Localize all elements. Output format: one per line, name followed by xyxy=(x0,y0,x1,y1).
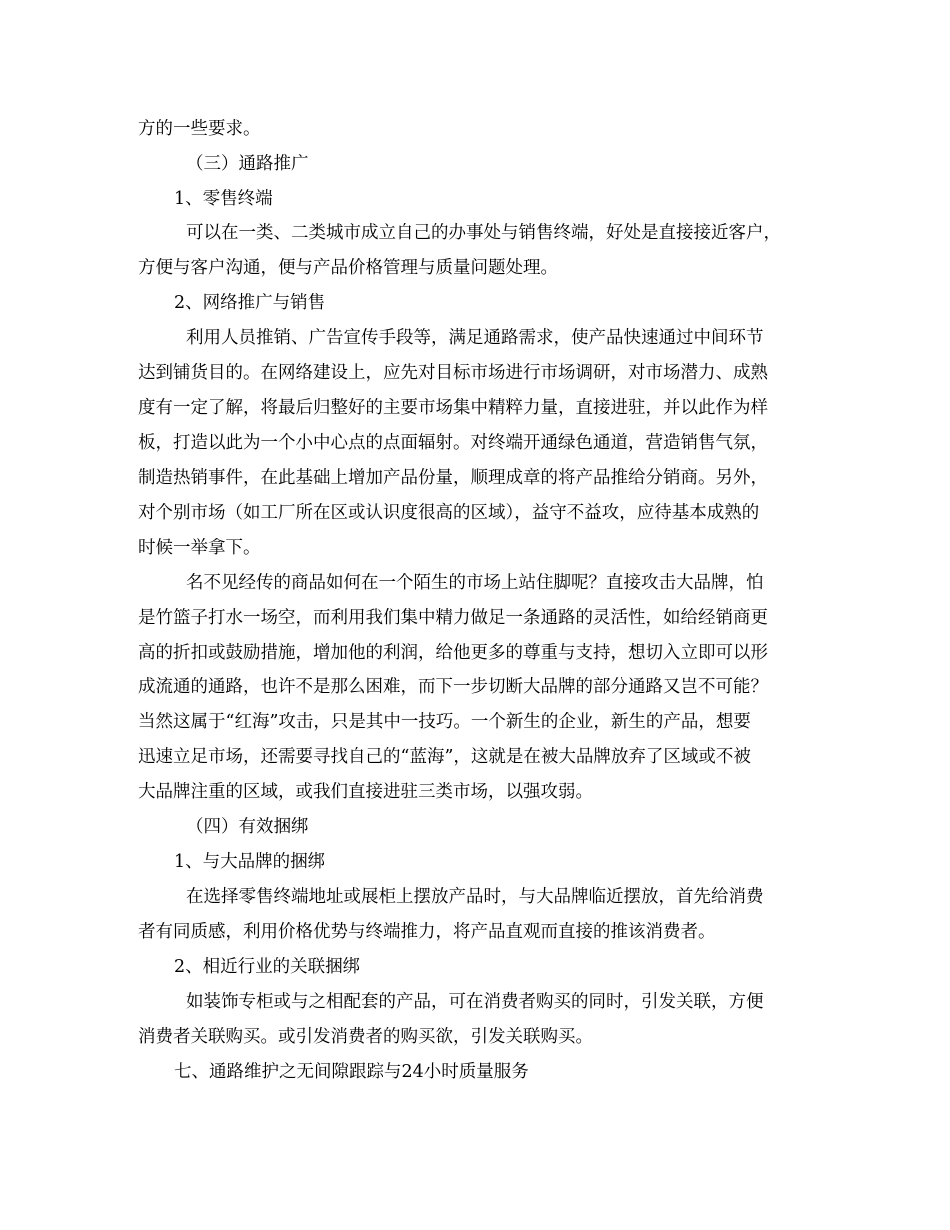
body-text-line: 对个别市场（如工厂所在区或认识度很高的区域），益守不益攻，应待基本成熟的 xyxy=(138,503,760,523)
body-text-line: 成流通的通路，也许不是那么困难，而下一步切断大品牌的部分通路又岂不可能？ xyxy=(138,677,768,697)
paragraph-first-line: 如装饰专柜或与之相配套的产品，可在消费者购买的同时，引发关联，方便 xyxy=(186,992,764,1012)
body-text-line: 度有一定了解，将最后归整好的主要市场集中精粹力量，直接进驻，并以此作为样 xyxy=(138,398,768,418)
body-text-line: 时候一举拿下。 xyxy=(138,538,261,558)
body-text-line: 当然这属于“红海”攻击，只是其中一技巧。一个新生的企业，新生的产品，想要 xyxy=(138,712,751,732)
body-text-line: 达到铺货目的。在网络建设上，应先对目标市场进行市场调研，对市场潜力、成熟 xyxy=(138,363,768,383)
section-heading: （三）通路推广 xyxy=(186,154,309,174)
subsection-heading: 2、相近行业的关联捆绑 xyxy=(174,957,361,977)
body-text-line: 是竹篮子打水一场空，而利用我们集中精力做足一条通路的灵活性，如给经销商更 xyxy=(138,608,768,628)
paragraph-first-line: 名不见经传的商品如何在一个陌生的市场上站住脚呢？直接攻击大品牌，怕 xyxy=(186,573,764,593)
chapter-heading: 七、通路维护之无间隙跟踪与24小时质量服务 xyxy=(174,1062,529,1082)
body-text-line: 消费者关联购买。或引发消费者的购买欲，引发关联购买。 xyxy=(138,1027,593,1047)
subsection-heading: 1、零售终端 xyxy=(174,189,273,209)
paragraph-first-line: 利用人员推销、广告宣传手段等，满足通路需求，使产品快速通过中间环节 xyxy=(186,328,764,348)
section-heading: （四）有效捆绑 xyxy=(186,817,309,837)
body-text-line: 大品牌注重的区域，或我们直接进驻三类市场，以强攻弱。 xyxy=(138,782,593,802)
body-text-line: 者有同质感，利用价格优势与终端推力，将产品直观而直接的推该消费者。 xyxy=(138,922,716,942)
body-text-line: 方便与客户沟通，便与产品价格管理与质量问题处理。 xyxy=(138,258,558,278)
body-text-line: 制造热销事件，在此基础上增加产品份量，顺理成章的将产品推给分销商。另外， xyxy=(138,468,768,488)
paragraph-first-line: 在选择零售终端地址或展柜上摆放产品时，与大品牌临近摆放，首先给消费 xyxy=(186,887,764,907)
body-text-line: 方的一些要求。 xyxy=(138,119,261,139)
paragraph-first-line: 可以在一类、二类城市成立自己的办事处与销售终端，好处是直接接近客户， xyxy=(186,223,781,243)
subsection-heading: 1、与大品牌的捆绑 xyxy=(174,852,326,872)
body-text-line: 迅速立足市场，还需要寻找自己的“蓝海”，这就是在被大品牌放弃了区域或不被 xyxy=(138,747,751,767)
subsection-heading: 2、网络推广与销售 xyxy=(174,293,326,313)
body-text-line: 高的折扣或鼓励措施，增加他的利润，给他更多的尊重与支持，想切入立即可以形 xyxy=(138,643,768,663)
body-text-line: 板，打造以此为一个小中心点的点面辐射。对终端开通绿色通道，营造销售气氛， xyxy=(138,433,768,453)
